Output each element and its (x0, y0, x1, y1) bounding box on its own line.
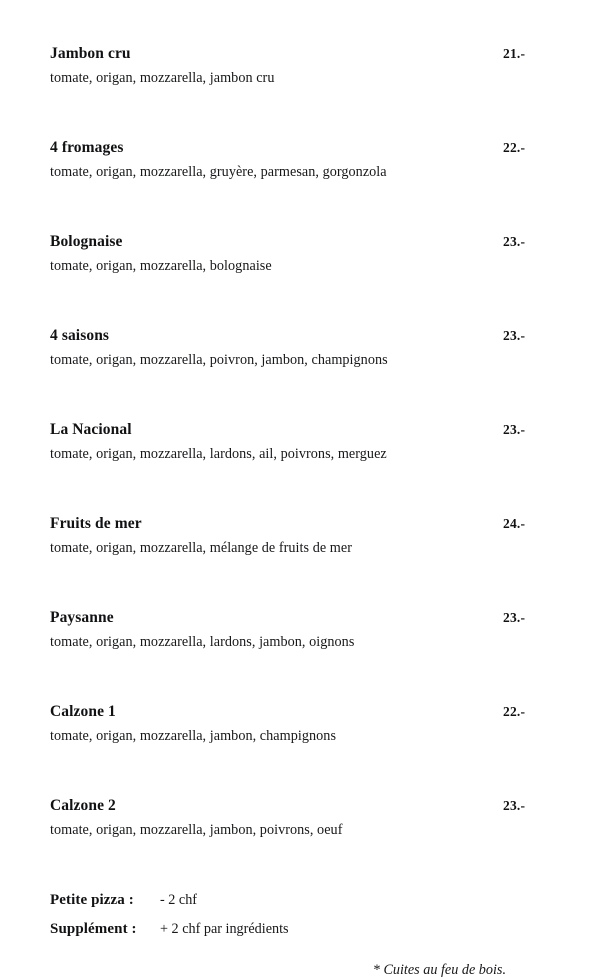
menu-item (50, 232, 553, 276)
menu-item-price: 22.- (503, 704, 526, 719)
menu-item-name: Jambon cru (50, 45, 131, 62)
menu-item-header (50, 232, 553, 252)
menu-item (50, 420, 553, 464)
note-value: - 2 chf (160, 892, 198, 908)
menu-item-price: 24.- (503, 516, 526, 531)
menu-item-name: 4 fromages (50, 139, 124, 156)
menu-item-header (50, 420, 553, 440)
menu-item-name: Paysanne (50, 609, 114, 626)
menu-item-name: Fruits de mer (50, 515, 142, 532)
menu-item-price: 22.- (503, 140, 526, 155)
menu-item (50, 702, 553, 746)
menu-item-description: tomate, origan, mozzarella, bolognaise (50, 258, 272, 274)
menu-footnote: * Cuites au feu de bois. (372, 962, 506, 978)
menu-notes (50, 890, 553, 940)
menu-item-description: tomate, origan, mozzarella, gruyère, parmesan, gorgonzola (50, 164, 387, 180)
menu-item (50, 514, 553, 558)
note-label: Petite pizza : (50, 892, 134, 908)
menu-item-price: 21.- (503, 46, 526, 61)
menu-item-header (50, 326, 553, 346)
menu-item-header (50, 44, 553, 64)
menu-item-name: 4 saisons (50, 327, 110, 344)
menu-item-price: 23.- (503, 422, 526, 437)
menu-item-description: tomate, origan, mozzarella, mélange de fruits de mer (50, 540, 352, 556)
menu-item-header (50, 702, 553, 722)
menu-item-header (50, 514, 553, 534)
menu-item-header (50, 608, 553, 628)
menu-item-price: 23.- (503, 610, 526, 625)
menu-item-description: tomate, origan, mozzarella, jambon, poivrons, oeuf (50, 822, 343, 838)
note-label: Supplément : (50, 921, 137, 937)
menu-item-price: 23.- (503, 234, 526, 249)
menu-item-price: 23.- (503, 798, 526, 813)
pizza-menu-list (50, 44, 553, 840)
menu-item-name: Calzone 2 (50, 797, 116, 814)
menu-item-name: La Nacional (50, 421, 132, 438)
menu-item (50, 138, 553, 182)
menu-item-price: 23.- (503, 328, 526, 343)
menu-item-header (50, 138, 553, 158)
menu-item-name: Calzone 1 (50, 703, 116, 720)
menu-item-description: tomate, origan, mozzarella, poivron, jambon, champignons (50, 352, 388, 368)
menu-item (50, 326, 553, 370)
note-value: + 2 chf par ingrédients (160, 921, 289, 937)
menu-item-description: tomate, origan, mozzarella, lardons, ail, poivrons, merguez (50, 446, 387, 462)
menu-item-description: tomate, origan, mozzarella, jambon cru (50, 70, 275, 86)
note-row-supplement (50, 919, 553, 940)
menu-item-name: Bolognaise (50, 233, 123, 250)
menu-item-header (50, 796, 553, 816)
menu-item (50, 608, 553, 652)
menu-item (50, 44, 553, 88)
menu-item-description: tomate, origan, mozzarella, jambon, champignons (50, 728, 337, 744)
menu-item-description: tomate, origan, mozzarella, lardons, jambon, oignons (50, 634, 355, 650)
menu-item (50, 796, 553, 840)
note-row-petite-pizza (50, 890, 553, 911)
